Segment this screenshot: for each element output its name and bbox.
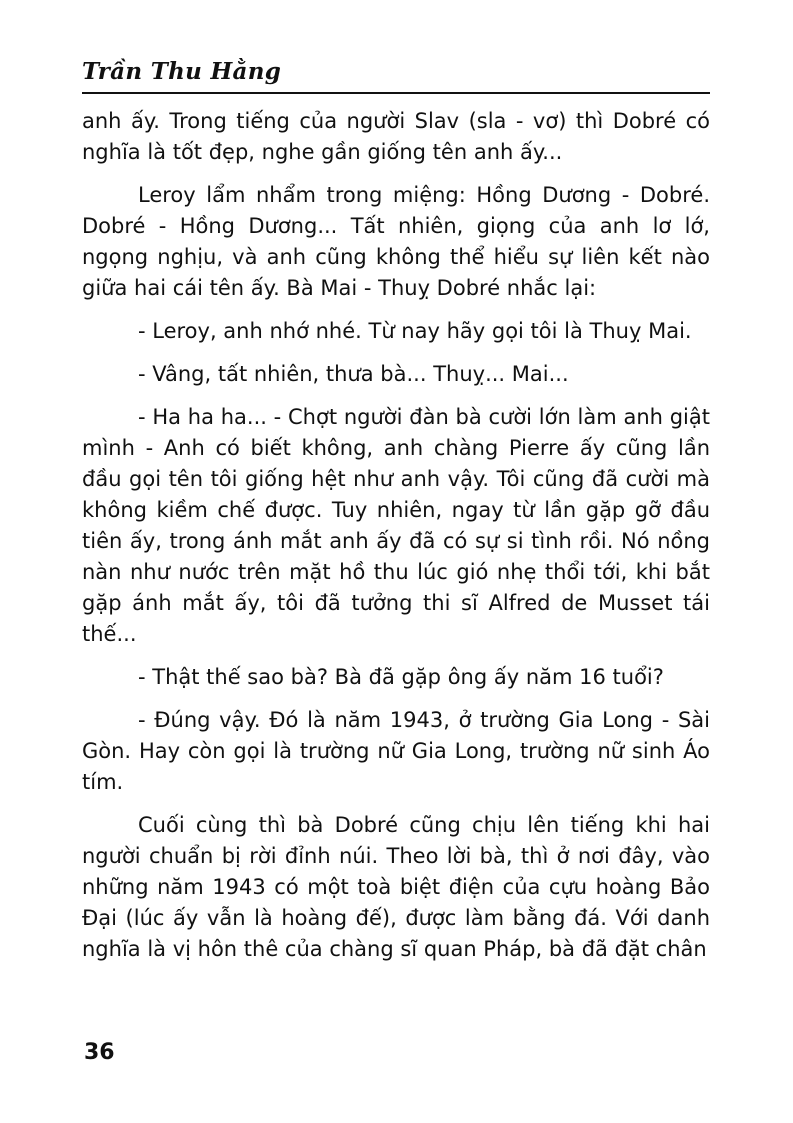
paragraph: Leroy lẩm nhẩm trong miệng: Hồng Dương - Dobré. Dobré - Hồng Dương... Tất nhiên, giọng của anh lơ lớ, ngọng nghịu, và anh cũng không thể hiểu sự liên kết nào giữa hai cái tên ấy. Bà Mai - Thuỵ Dobré nhắc lại: bbox=[82, 183, 710, 300]
paragraph: - Thật thế sao bà? Bà đã gặp ông ấy năm 16 tuổi? bbox=[138, 665, 664, 689]
body-text bbox=[82, 106, 710, 977]
running-title: Trần Thu Hằng bbox=[82, 58, 282, 85]
paragraph: Cuối cùng thì bà Dobré cũng chịu lên tiếng khi hai người chuẩn bị rời đỉnh núi. Theo lời bà, thì ở nơi đây, vào những năm 1943 có một toà biệt điện của cựu hoàng Bảo Đại (lúc ấy vẫn là hoàng đế), được làm bằng đá. Với danh nghĩa là vị hôn thê của chàng sĩ quan Pháp, bà đã đặt chân bbox=[82, 813, 710, 961]
paragraph: - Đúng vậy. Đó là năm 1943, ở trường Gia Long - Sài Gòn. Hay còn gọi là trường nữ Gia Long, trường nữ sinh Áo tím. bbox=[82, 708, 710, 794]
paragraph: anh ấy. Trong tiếng của người Slav (sla - vơ) thì Dobré có nghĩa là tốt đẹp, nghe gần giống tên anh ấy... bbox=[82, 109, 710, 164]
paragraph: - Vâng, tất nhiên, thưa bà... Thuỵ... Mai... bbox=[138, 362, 569, 386]
paragraph: - Ha ha ha... - Chợt người đàn bà cười lớn làm anh giật mình - Anh có biết không, anh chàng Pierre ấy cũng lần đầu gọi tên tôi giống hệt như anh vậy. Tôi cũng đã cười mà không kiềm chế được. Tuy nhiên, ngay từ lần gặp gỡ đầu tiên ấy, trong ánh mắt anh ấy đã có sự si tình rồi. Nó nồng nàn như nước trên mặt hồ thu lúc gió nhẹ thổi tới, khi bắt gặp ánh mắt ấy, tôi đã tưởng thi sĩ Alfred de Musset tái thế... bbox=[82, 405, 710, 646]
page-number: 36 bbox=[84, 1040, 115, 1065]
header-rule bbox=[82, 92, 710, 94]
paragraph: - Leroy, anh nhớ nhé. Từ nay hãy gọi tôi là Thuỵ Mai. bbox=[138, 319, 692, 343]
